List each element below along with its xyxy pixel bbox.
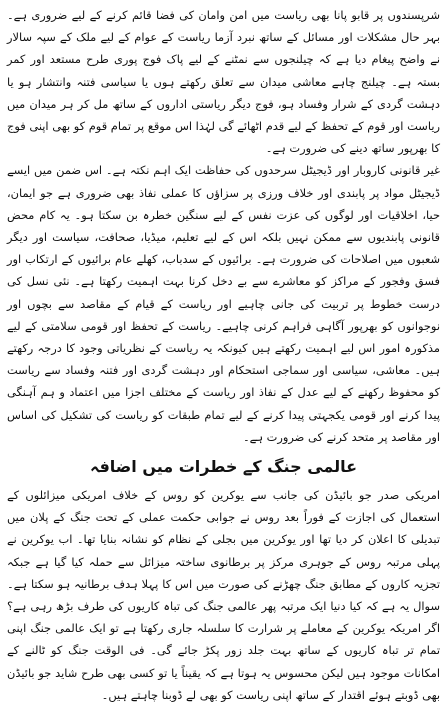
paragraph-security: شرپسندوں پر قابو پانا بھی ریاست میں امن وامان کی فضا قائم کرنے کے لیے ضروری ہے۔ بہر حال مشکلات اور مسائل کے ساتھ نبرد آزما ریاست کے عوام کے لیے ملک کے سپہ سالار نے واضح پیغام دیا ہے کہ چیلنجوں سے نمٹنے کے لیے پاک فوج پوری طرح مستعد اور کمر بستہ ہے۔ چیلنج چاہے معاشی میدان سے تعلق رکھتے ہوں یا سیاسی فتنہ وانتشار ہو یا دہشت گردی کے شرار وفساد ہو، فوج دیگر ریاستی اداروں کے ساتھ مل کر ہر میدان میں ریاست اور قوم کے تحفظ کے لیے قدم اٹھائے گی لہٰذا اس موقع پر تمام قوم کو بھی اپنی فوج کا بھرپور ساتھ دینے کی ضرورت ہے۔ <box>7 8 440 156</box>
paragraph-digital-borders: غیر قانونی کاروبار اور ڈیجیٹل سرحدوں کی حفاظت ایک اہم نکتہ ہے۔ اس ضمن میں ایسے ڈیجیٹل مواد پر پابندی اور خلاف ورزی پر سزاؤں کا عملی نفاذ بھی ضروری ہے جو ایمان، حیا، اخلاقیات اور لوگوں کی عزت نفس کے لیے سنگین خطرہ بن سکتا ہو۔ یہ کام محض قانونی پابندیوں سے ممکن نہیں بلکہ اس کے لیے تعلیم، میڈیا، صحافت، سیاست اور دیگر شعبوں میں اصلاحات کی ضرورت ہے۔ برائیوں کے سدباب، کھلے عام برائیوں کے ارتکاب اور فسق وفجور کے مراکز کو معاشرے سے بے دخل کرنا بہت اہمیت رکھتا ہے۔ نئی نسل کی درست خطوط پر تربیت کی جانی چاہیے اور ریاست کے قیام کے مقاصد سے بچوں اور نوجوانوں کو بھرپور آگاہی فراہم کرنی چاہیے۔ ریاست کے تحفظ اور قومی سلامتی کے لیے مذکورہ امور اس لیے اہمیت رکھتے ہیں کیونکہ یہ ریاست کے نظریاتی وجود کا درجہ رکھتے ہیں۔ معاشی، سیاسی اور سماجی استحکام اور دہشت گردی اور فتنہ وفساد سے ریاست کو محفوظ رکھنے کے لیے عدل کے نفاذ اور ریاست کے مختلف اجزا میں اعتماد و ہم آہنگی پیدا کرنے اور قومی یکجہتی پیدا کرنے کے لیے تمام طبقات کو ریاست کی تشکیل کی اساس اور مقاصد پر متحد کرنے کی ضرورت ہے۔ <box>7 163 440 444</box>
section-heading: عالمی جنگ کے خطرات میں اضافہ <box>89 457 358 477</box>
paragraph-world-war: امریکی صدر جو بائیڈن کی جانب سے یوکرین کو روس کے خلاف امریکی میزائلوں کے استعمال کی اجازت کے فوراً بعد روس نے جوابی حکمت عملی کے تحت جنگ کے پلان میں تبدیلی کا اعلان کر دیا تھا اور یوکرین میں بجلی کے نظام کو نشانہ بنایا تھا۔ اب یوکرین نے پہلی مرتبہ روس کے جوہری مرکز پر برطانوی ساختہ میزائل سے حملہ کیا گیا ہے جبکہ تجزیہ کاروں کے مطابق جنگ چھڑنے کی صورت میں اس کا پہلا ہدف برطانیہ ہو سکتا ہے۔ سوال یہ ہے کہ کیا دنیا ایک مرتبہ پھر عالمی جنگ کی تباہ کاریوں کی طرف بڑھ رہی ہے؟ اگر امریکہ یوکرین کے معاملے پر شرارت کا سلسلہ جاری رکھتا ہے تو ایک عالمی جنگ اپنی تمام تر تباہ کاریوں کے ساتھ بہت جلد زور پکڑ جائے گی۔ فی الوقت جنگ کو ٹالنے کے امکانات موجود ہیں لیکن محسوس یہ ہوتا ہے کہ یقیناً یا تو کسی بھی طرح شاید جو بائیڈن بھی ڈوبتے ہوئے اقتدار کے ساتھ اپنی ریاست کو بھی لے ڈوبنا چاہتے ہیں۔ <box>7 488 440 702</box>
